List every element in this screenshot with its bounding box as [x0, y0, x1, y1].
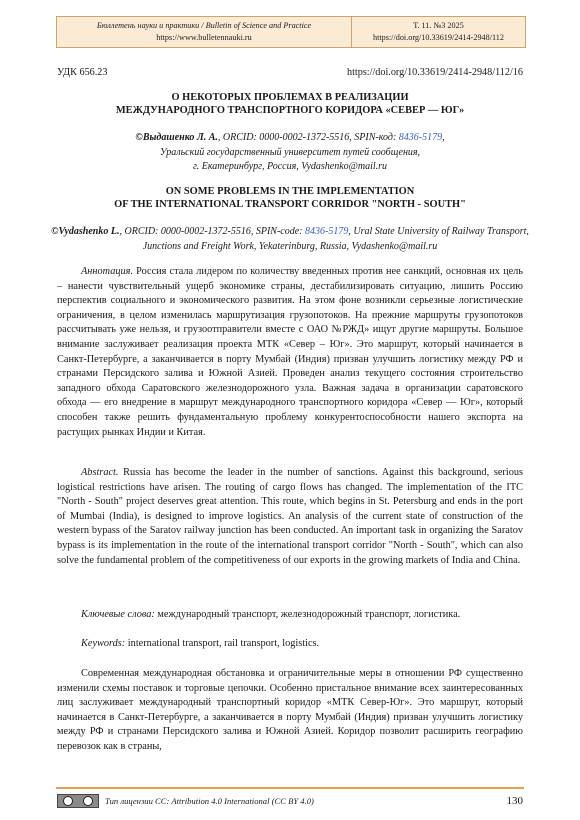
- license-text: Тип лицензии CC: Attribution 4.0 International (CC BY 4.0): [105, 796, 314, 806]
- keywords-en-label: Keywords:: [81, 638, 126, 649]
- spin-link-en[interactable]: 8436-5179: [305, 226, 349, 237]
- affiliation-ru: Уральский государственный университет путей сообщения,: [159, 146, 421, 158]
- issue-doi[interactable]: https://doi.org/10.33619/2414-2948/112: [372, 33, 504, 42]
- article-meta: [57, 67, 523, 78]
- page-number: 130: [506, 795, 523, 807]
- spin-link-ru[interactable]: 8436-5179: [398, 132, 443, 143]
- cc-by-icon: [57, 794, 99, 808]
- author-block-ru: [48, 131, 532, 175]
- author-block-en: [48, 225, 532, 254]
- location-ru: г. Екатеринбург, Россия, Vydashenko@mail.ru: [192, 161, 388, 172]
- keywords-ru-text: международный транспорт, железнодорожный транспорт, логистика.: [154, 609, 461, 620]
- keywords-ru-label: Ключевые слова:: [81, 609, 155, 620]
- author-ids-en: , ORCID: 0000-0002-1372-5516, SPIN-code:: [119, 226, 306, 237]
- article-doi[interactable]: https://doi.org/10.33619/2414-2948/112/16: [346, 67, 523, 78]
- author-ids-ru: , ORCID: 0000-0002-1372-5516, SPIN-код:: [217, 132, 399, 143]
- abstract-en: [57, 466, 523, 568]
- keywords-en-text: international transport, rail transport, logistics.: [125, 638, 320, 649]
- title-en-line1: ON SOME PROBLEMS IN THE IMPLEMENTATION: [165, 186, 415, 197]
- abstract-ru-text: Россия стала лидером по количеству введенных против нее санкций, основная их цель – нанести чувствительный ущерб экономике страны, дестабилизировать ситуацию, лишить Россию перспектив социального и экономического развития. На этом фоне возникли серьезные логистические ограничения, в целом изменилась маршрутизация грузопотоков. На прежние маршруты грузопотоков рассчитывать уже нельзя, и грузоотправители вместе с ОАО №РЖД» ищут другие маршруты. Большое внимание заслуживает реализация проекта МТК «Север – Юг». Это маршрут, который начинается в Санкт-Петербурге, а заканчивается в порту Мумбай (Индия) призван улучшить логистику между РФ и странами Персидского залива и Южной Азией. Проведен анализ текущего состояния строительство западного обхода Саратовского железнодорожного узла. Важная задача в организации саратовского обхода — его внедрение в маршрут международного транспортного коридора «Север — Юг», который способен также решить фундаментальную проблему конкурентоспособности нашего экспорта на растущих рынках Индии и Китая.: [57, 266, 523, 438]
- issue-info: [352, 17, 525, 47]
- title-ru-line2: МЕЖДУНАРОДНОГО ТРАНСПОРТНОГО КОРИДОРА «СЕВЕР — ЮГ»: [115, 105, 465, 116]
- author-comma-ru: ,: [442, 132, 445, 143]
- title-ru-line1: О НЕКОТОРЫХ ПРОБЛЕМАХ В РЕАЛИЗАЦИИ: [171, 92, 409, 103]
- journal-info: [57, 17, 352, 47]
- footer-divider: [56, 787, 524, 789]
- author-name-en: ©Vydashenko L.: [51, 226, 120, 237]
- journal-title: Бюллетень науки и практики / Bulletin of Science and Practice: [96, 21, 312, 30]
- author-affiliation-en: , Ural State University of Railway Transport, Junctions and Freight Work, Yekaterinburg, Russia, Vydashenko@mail.ru: [142, 226, 529, 252]
- keywords-en: [57, 637, 523, 652]
- abstract-ru: [57, 265, 523, 440]
- journal-url[interactable]: https://www.bulletennauki.ru: [156, 33, 252, 42]
- abstract-en-text: Russia has become the leader in the number of sanctions. Against this background, serious logistical restrictions have arisen. The routing of cargo flows has changed. The implementation of the ITC "North - South" project deserves great attention. This route, which begins in St. Petersburg and ends in the port of Mumbai (India), is designed to improve logistics. An analysis of the current state of construction of the western bypass of the Saratov railway junction has been conducted. An important task in organizing the Saratov bypass is its implementation in the route of the international transport corridor "North - South", which can also solve the fundamental problem of the competitiveness of our exports in the growing markets of India and China.: [57, 467, 523, 566]
- journal-header: [56, 16, 526, 48]
- udc-code: УДК 656.23: [57, 67, 108, 78]
- title-en-line2: OF THE INTERNATIONAL TRANSPORT CORRIDOR "NORTH - SOUTH": [114, 199, 466, 210]
- abstract-en-label: Abstract.: [81, 467, 119, 478]
- author-name-ru: ©Выдашенко Л. А.: [135, 132, 218, 143]
- volume-issue: Т. 11. №3 2025: [413, 21, 464, 30]
- title-ru: [40, 91, 540, 117]
- page-footer: [57, 794, 523, 808]
- body-paragraph-1: Современная международная обстановка и ограничительные меры в отношении РФ существенно изменили схемы поставок и торговые цепочки. Особенно пристальное внимание всех заинтересованных лиц заслуживает международный транспортный коридор «МТК Север-Юг». Это маршрут, который начинается в Санкт-Петербурге, а заканчивается в порту Мумбай (Индия) призван улучшить логистику между РФ и странами Персидского залива и Южной Азией. Коридор позволит расширить географию перевозок как в страны,: [57, 668, 523, 752]
- keywords-ru: [57, 608, 523, 623]
- abstract-ru-label: Аннотация.: [81, 266, 134, 277]
- title-en: [40, 185, 540, 211]
